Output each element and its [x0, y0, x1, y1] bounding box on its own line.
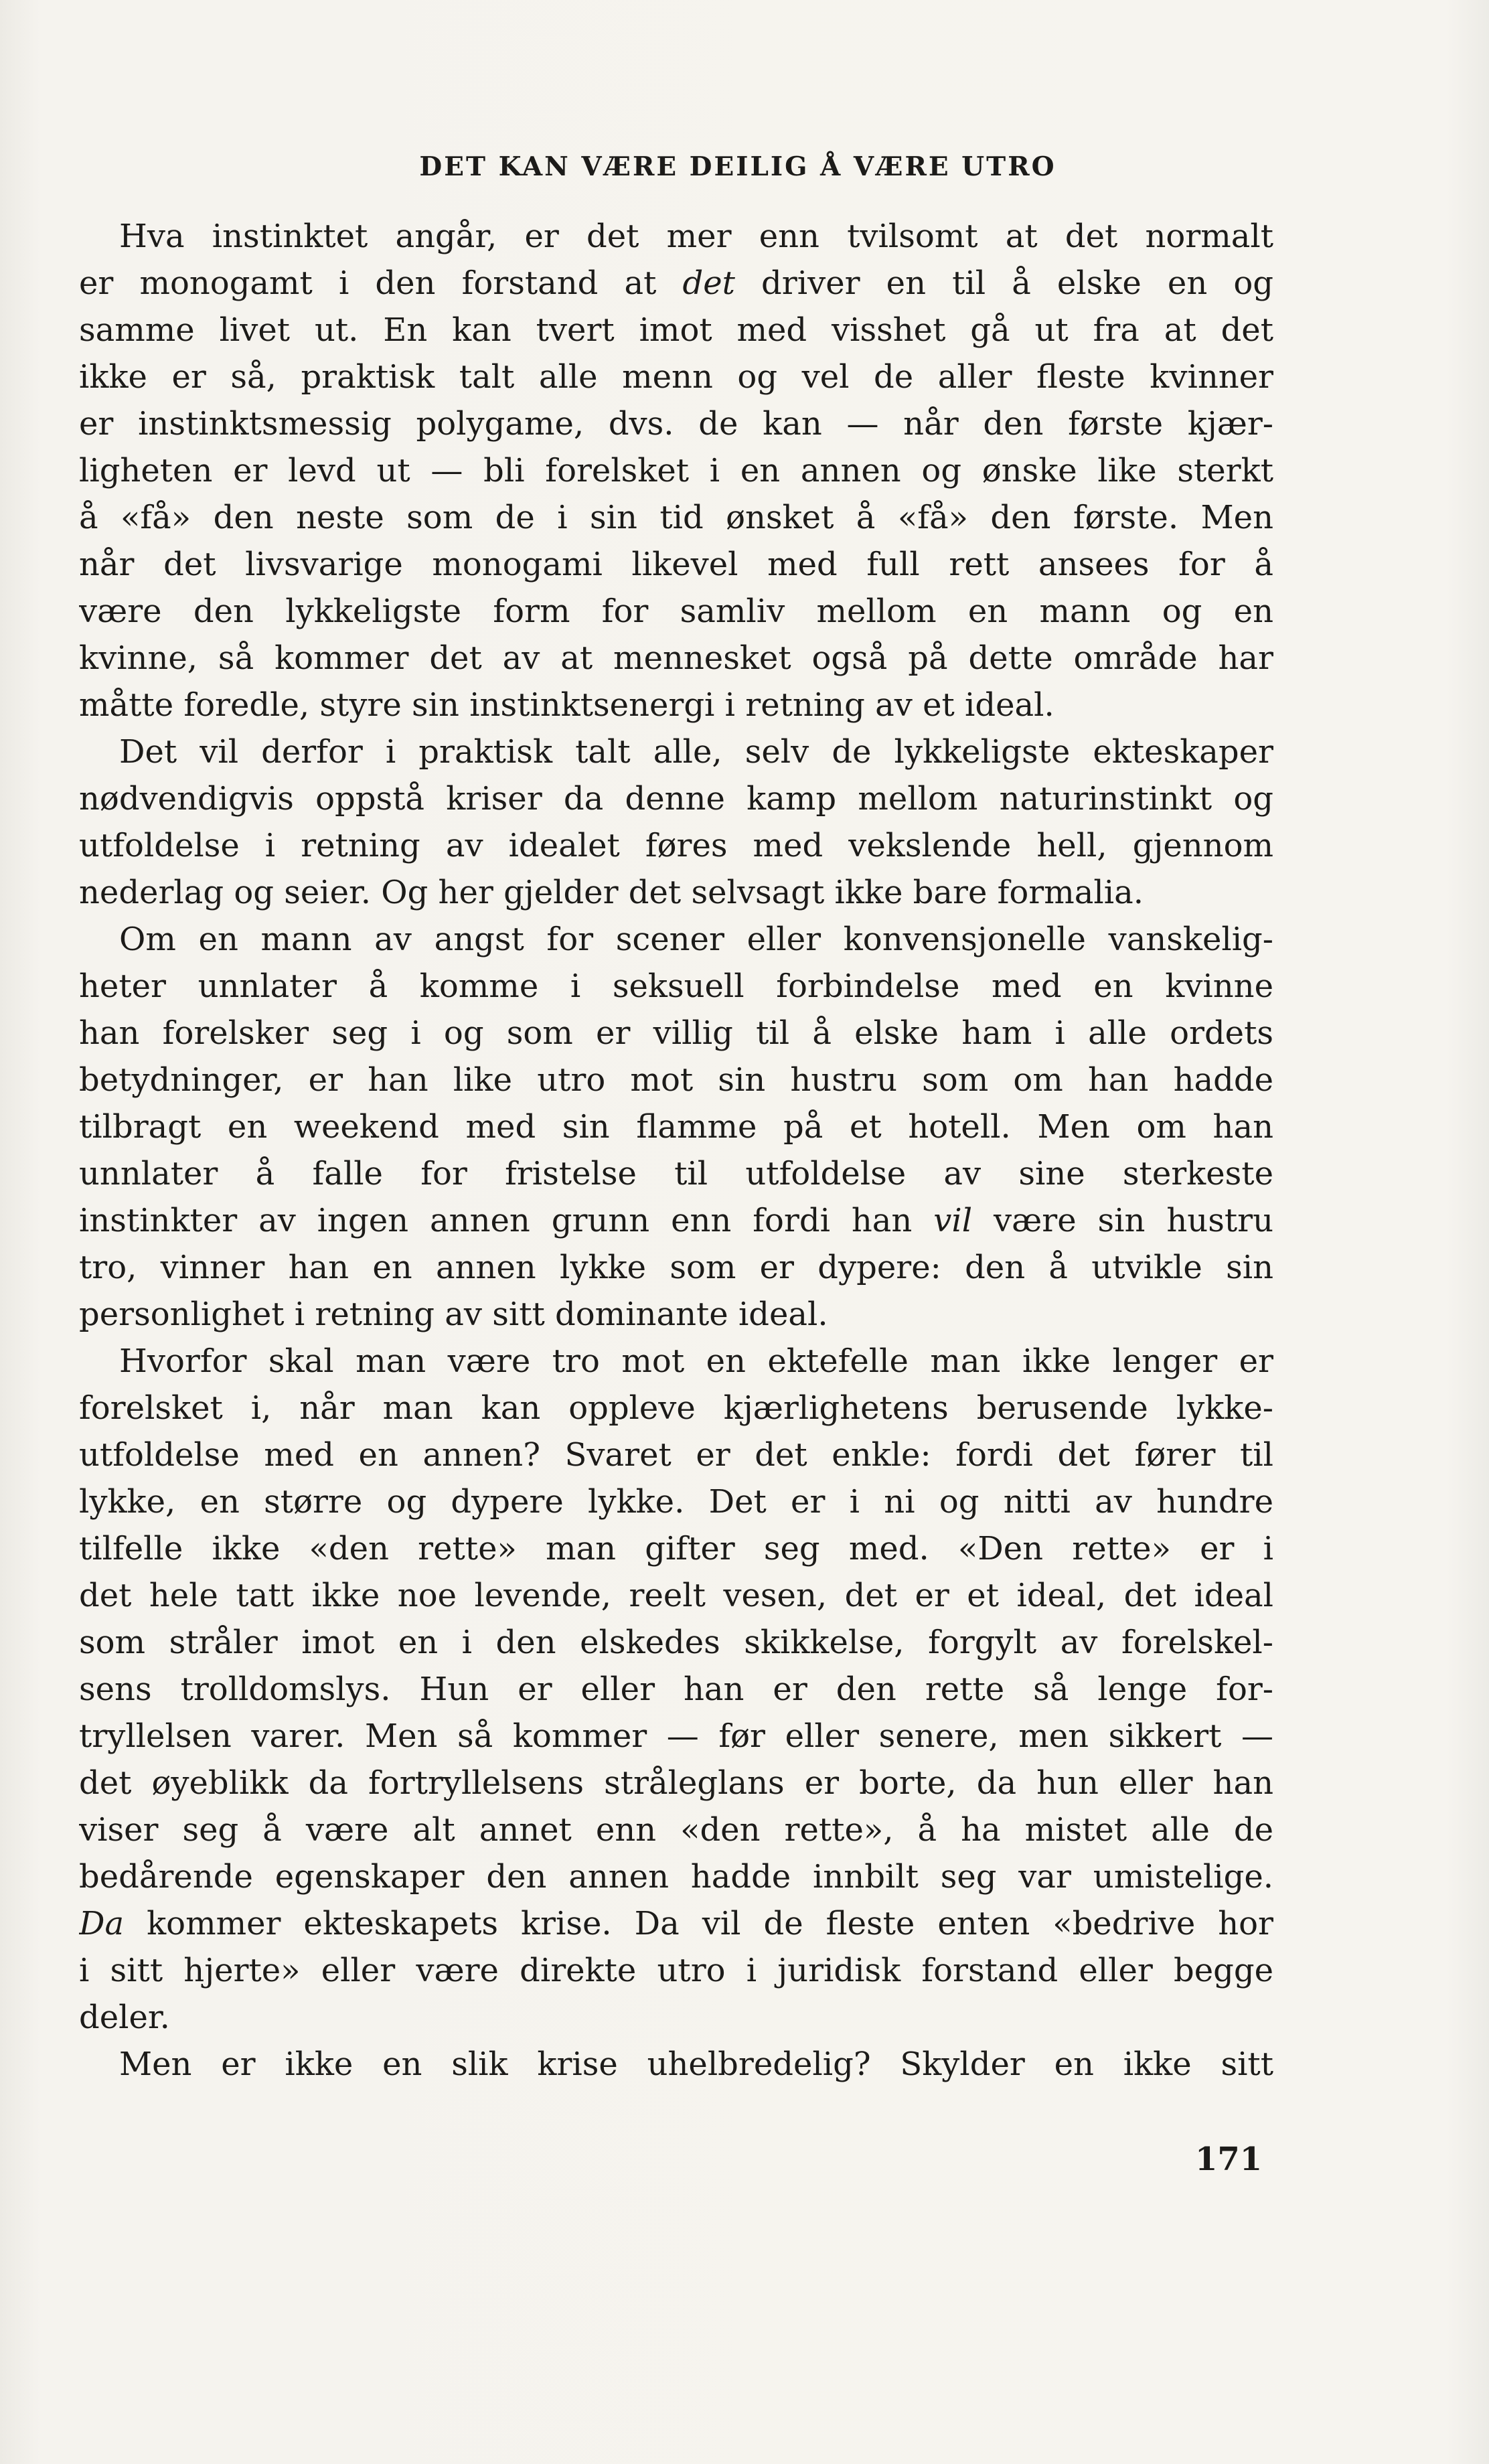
text-line: tro, vinner han en annen lykke som er dypere: den å utvikle sin — [79, 1249, 1273, 1286]
text-line: sens trolldomslys. Hun er eller han er den rette så lenge for- — [79, 1671, 1273, 1708]
text-line: betydninger, er han like utro mot sin hustru som om han hadde — [79, 1061, 1273, 1099]
text-line: det øyeblikk da fortryllelsens stråleglans er borte, da hun eller han — [79, 1764, 1273, 1802]
text-line: Men er ikke en slik krise uhelbredelig? Skylder en ikke sitt — [119, 2046, 1273, 2083]
text-line: samme livet ut. En kan tvert imot med visshet gå ut fra at det — [79, 311, 1273, 349]
text-line: forelsket i, når man kan oppleve kjærlighetens berusende lykke- — [79, 1389, 1273, 1427]
text-line: tryllelsen varer. Men så kommer — før eller senere, men sikkert — — [79, 1717, 1273, 1755]
text-line: nederlag og seier. Og her gjelder det selvsagt ikke bare formalia. — [79, 874, 1144, 911]
emphasis: det — [682, 264, 735, 302]
text-line: han forelsker seg i og som er villig til å elske ham i alle ordets — [79, 1014, 1273, 1052]
body-text — [79, 213, 1273, 2088]
page-number: 171 — [1195, 2141, 1263, 2178]
text-line: tilbragt en weekend med sin flamme på et hotell. Men om han — [79, 1108, 1273, 1146]
text-line: ikke er så, praktisk talt alle menn og vel de aller fleste kvinner — [79, 358, 1273, 396]
text-line: personlighet i retning av sitt dominante ideal. — [79, 1296, 828, 1333]
text-line: Da kommer ekteskapets krise. Da vil de fleste enten «bedrive hor — [79, 1905, 1273, 1942]
text-line: å «få» den neste som de i sin tid ønsket å «få» den første. Men — [79, 499, 1273, 536]
text-line: deler. — [79, 1999, 170, 2036]
running-head-text: DET KAN VÆRE DEILIG Å VÆRE UTRO — [419, 151, 1056, 182]
text-line: kvinne, så kommer det av at mennesket også på dette område har — [79, 639, 1273, 677]
text-line: unnlater å falle for fristelse til utfoldelse av sine sterkeste — [79, 1155, 1273, 1192]
text-line: være den lykkeligste form for samliv mellom en mann og en — [79, 593, 1273, 630]
text-line: Det vil derfor i praktisk talt alle, selv de lykkeligste ekteskaper — [119, 733, 1273, 771]
text-line: heter unnlater å komme i seksuell forbindelse med en kvinne — [79, 968, 1273, 1005]
text-line: Hva instinktet angår, er det mer enn tvilsomt at det normalt — [119, 218, 1273, 255]
text-line: utfoldelse i retning av idealet føres med vekslende hell, gjennom — [79, 827, 1273, 864]
text-line: Om en mann av angst for scener eller konvensjonelle vanskelig- — [119, 921, 1273, 958]
text-line: utfoldelse med en annen? Svaret er det enkle: fordi det fører til — [79, 1436, 1273, 1474]
emphasis: Da — [79, 1905, 125, 1942]
text-line: er instinktsmessig polygame, dvs. de kan — når den første kjær- — [79, 405, 1273, 443]
text-line: er monogamt i den forstand at det driver en til å elske en og — [79, 264, 1273, 302]
text-line: måtte foredle, styre sin instinktsenergi i retning av et ideal. — [79, 686, 1054, 724]
text-line: Hvorfor skal man være tro mot en ektefelle man ikke lenger er — [119, 1342, 1273, 1380]
text-line: det hele tatt ikke noe levende, reelt vesen, det er et ideal, det ideal — [79, 1577, 1273, 1614]
text-line: instinkter av ingen annen grunn enn fordi han vil være sin hustru — [79, 1202, 1273, 1239]
text-line: når det livsvarige monogami likevel med full rett ansees for å — [79, 546, 1273, 583]
text-line: som stråler imot en i den elskedes skikkelse, forgylt av forelskel- — [79, 1624, 1273, 1661]
text-line: tilfelle ikke «den rette» man gifter seg med. «Den rette» er i — [79, 1530, 1273, 1567]
text-line: i sitt hjerte» eller være direkte utro i juridisk forstand eller begge — [79, 1952, 1273, 1989]
text-line: lykke, en større og dypere lykke. Det er i ni og nitti av hundre — [79, 1483, 1273, 1521]
text-line: ligheten er levd ut — bli forelsket i en annen og ønske like sterkt — [79, 452, 1273, 489]
text-line: nødvendigvis oppstå kriser da denne kamp mellom naturinstinkt og — [79, 780, 1273, 818]
running-head — [0, 149, 1489, 185]
text-line: bedårende egenskaper den annen hadde innbilt seg var umistelige. — [79, 1858, 1273, 1896]
text-line: viser seg å være alt annet enn «den rette», å ha mistet alle de — [79, 1811, 1273, 1849]
emphasis: vil — [933, 1202, 973, 1239]
